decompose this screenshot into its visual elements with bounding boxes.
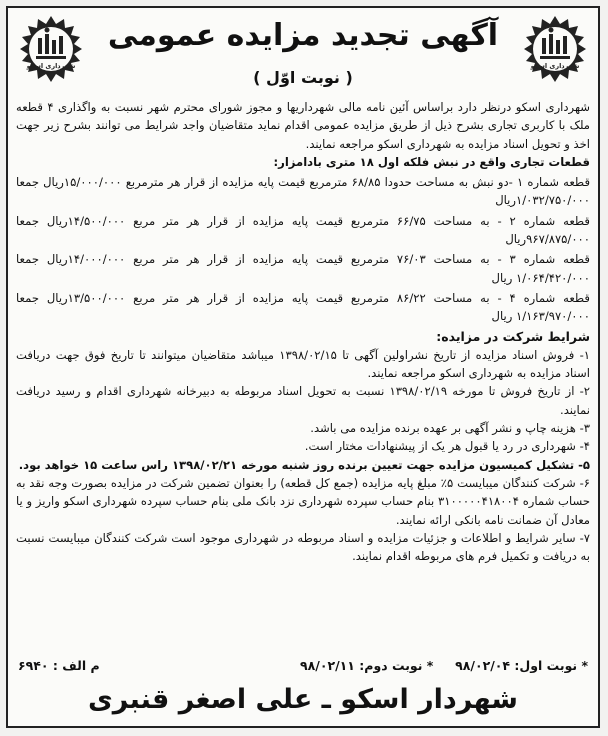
publication-dates	[18, 658, 588, 673]
condition-item: ۲- از تاریخ فروش تا مورخه ۱۳۹۸/۰۲/۱۹ نسبت به تحویل اسناد مربوطه به دبیرخانه شهرداری اقدام و رسید دریافت نمایند.	[16, 384, 590, 417]
lot-item: قطعه شماره ۲ - به مساحت ۶۶/۷۵ مترمربع قیمت پایه مزایده از قرار هر متر مربع ۱۴/۵۰۰/۰۰۰ریال جمعا ۹۶۷/۸۷۵/۰۰۰ریال	[16, 213, 590, 247]
advertisement-page	[6, 6, 600, 728]
condition-item: ۶- شرکت کنندگان میبایست ۵٪ مبلغ پایه مزایده (جمع کل قطعه) را بعنوان تضمین شرکت در مزایده بصورت وجه نقد به حساب شماره ۳۱۰۰۰۰۰۴۱۸۰۰۴ بنام حساب سپرده شهرداری نزد بانک ملی بنام حساب سپرده شهرداری اسکو واریز و یا معادل آن ضمانت نامه بانکی ارائه نمایند.	[16, 475, 591, 527]
lot-item: قطعه شماره ۳ - به مساحت ۷۶/۰۳ مترمربع قیمت پایه مزایده از قرار هر متر مربع ۱۴/۰۰۰/۰۰۰ریال جمعا ۱/۰۶۴/۴۲۰/۰۰۰ ریال	[16, 252, 590, 285]
first-run-date: * نوبت اول: ۹۸/۰۲/۰۴	[455, 658, 588, 673]
municipality-emblem-icon	[520, 14, 590, 84]
lots-heading: قطعات تجاری واقع در نبش فلکه اول ۱۸ متری بادامزار:	[273, 154, 590, 169]
condition-item: ۴- شهرداری در رد یا قبول هر یک از پیشنهادات مختار است.	[304, 439, 590, 454]
page-subtitle: ( نوبت اوّل )	[253, 68, 353, 87]
condition-item: ۷- سایر شرایط و اطلاعات و جزئیات مزایده و اسناد مربوطه در شهرداری موجود است شرکت کنندگان میبایست نسبت به دریافت و تکمیل فرم های مربوطه اقدام نمایند.	[16, 530, 590, 564]
condition-item: ۳- هزینه چاپ و نشر آگهی بر عهده برنده مزایده می باشد.	[310, 421, 590, 436]
advertisement-body	[16, 98, 590, 565]
lot-item: قطعه شماره ۱ -دو نبش به مساحت حدودا ۶۸/۸۵ مترمربع قیمت پایه مزایده از قرار هر مترمربع ۱۵/۰۰۰/۰۰۰ریال جمعا ۱/۰۳۲/۷۵۰/۰۰۰ریال	[16, 175, 590, 208]
page-title: آگهی تجدید مزایده عمومی	[107, 18, 499, 53]
second-run-date: * نوبت دوم: ۹۸/۰۲/۱۱	[300, 658, 434, 673]
intro-paragraph: شهرداری اسکو درنظر دارد براساس آئین نامه مالی شهرداریها و مجوز شورای محترم شهر نسبت به واگذاری ۴ قطعه ملک با کاربری تجاری بشرح ذیل از طریق مزایده عمومی اقدام نماید متقاضیان واجد شرایط می توانند بشرح زیر جهت اخذ و تحویل اسناد مزایده به شهرداری اسکو مراجعه نمایند.	[16, 100, 591, 151]
svg-text:شهرداری اسکو: شهرداری اسکو	[26, 62, 76, 70]
signature: شهردار اسکو ـ علی اصغر قنبری	[88, 684, 518, 715]
municipality-emblem-icon	[16, 14, 86, 84]
logo-right	[520, 14, 590, 84]
conditions-heading: شرایط شرکت در مزایده:	[436, 328, 590, 344]
condition-item: ۵- تشکیل کمیسیون مزایده جهت تعیین برنده روز شنبه مورخه ۱۳۹۸/۰۲/۲۱ راس ساعت ۱۵ خواهد بود.	[18, 457, 590, 472]
lot-item: قطعه شماره ۴ - به مساحت ۸۶/۲۲ مترمربع قیمت پایه مزایده از قرار هر متر مربع ۱۳/۵۰۰/۰۰۰ریال جمعا ۱/۱۶۳/۹۷۰/۰۰۰ ریال	[16, 290, 590, 324]
publication-runs	[300, 658, 588, 673]
svg-text:شهرداری اسکو: شهرداری اسکو	[530, 62, 580, 70]
ad-code: م الف : ۶۹۴۰	[18, 658, 100, 673]
logo-left	[16, 14, 86, 84]
condition-item: ۱- فروش اسناد مزایده از تاریخ نشراولین آگهی تا ۱۳۹۸/۰۲/۱۵ میباشد متقاضیان میتوانند تا تاریخ فوق جهت دریافت اسناد مزایده به شهرداری اسکو مراجعه نمایند.	[16, 347, 590, 381]
